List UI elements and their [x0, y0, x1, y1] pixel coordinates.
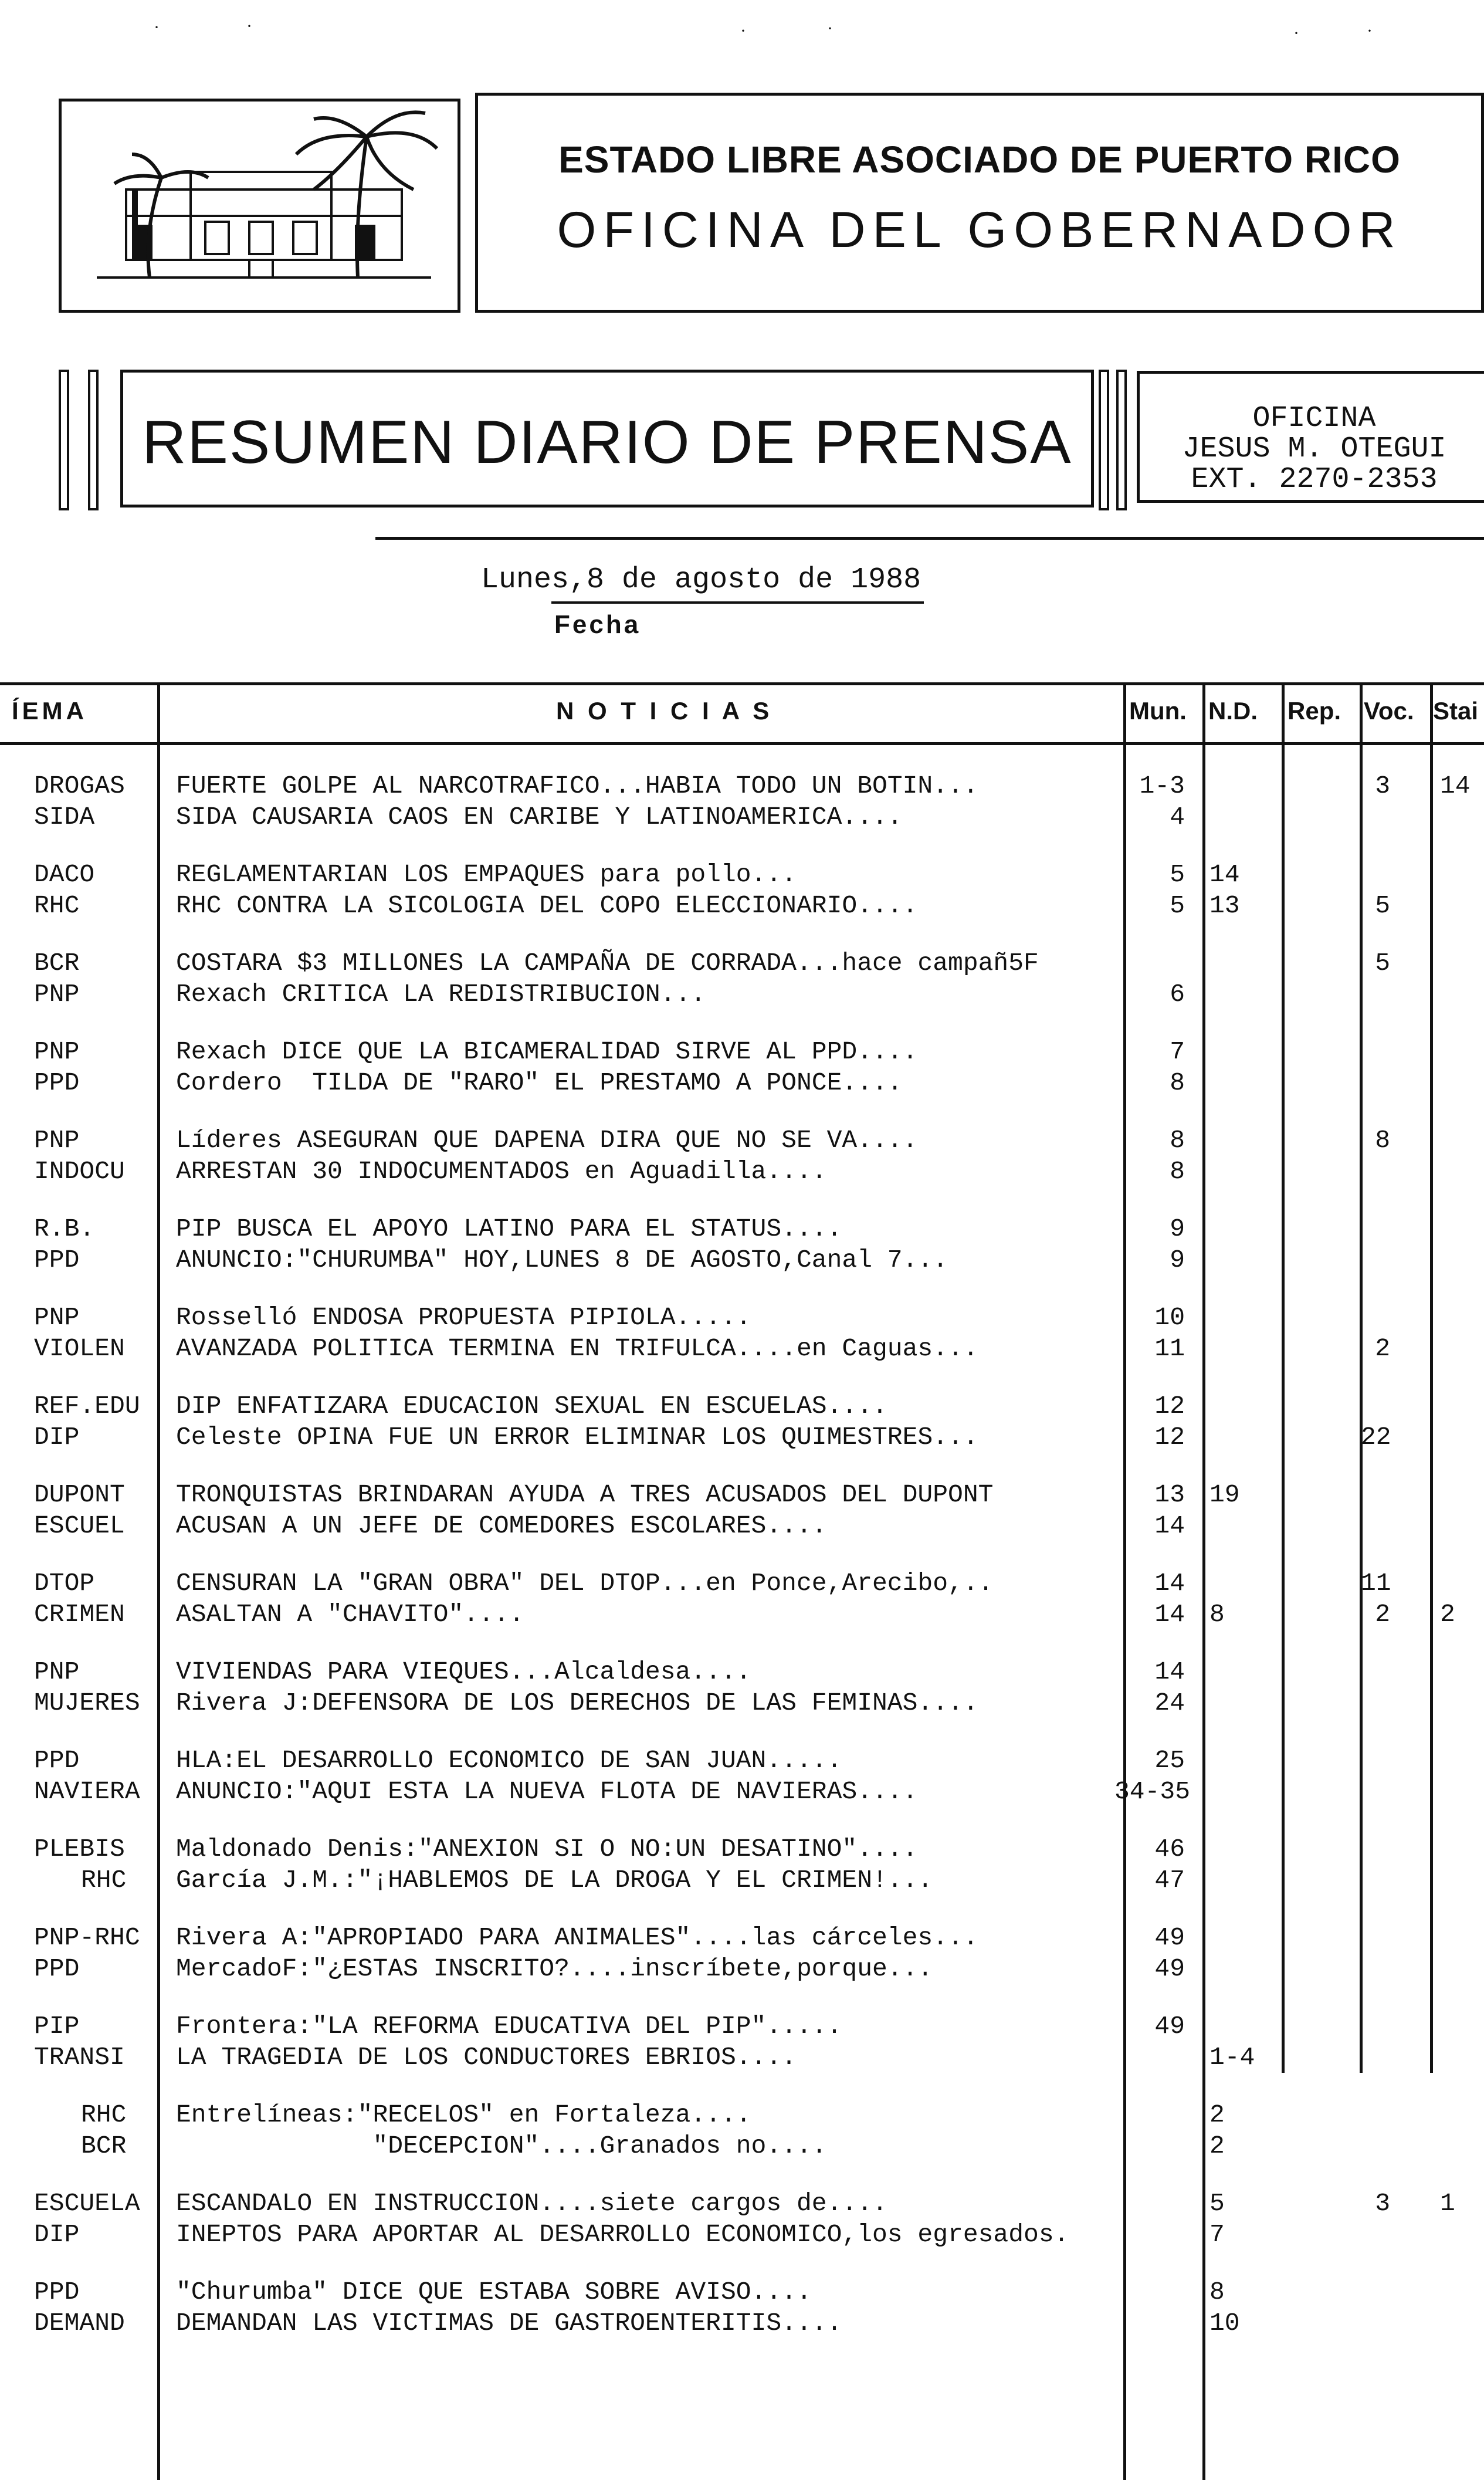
row-headline: DIP ENFATIZARA EDUCACION SEXUAL EN ESCUELAS....: [176, 1392, 887, 1420]
row-tema: PNP-RHC: [34, 1923, 140, 1952]
row-headline: Rosselló ENDOSA PROPUESTA PIPIOLA.....: [176, 1303, 751, 1332]
row-mun-page: 13: [1154, 1480, 1185, 1509]
row-tema: PNP: [34, 980, 80, 1009]
row-mun-page: 1-3: [1139, 772, 1185, 800]
row-mun-page: 14: [1154, 1569, 1185, 1598]
row-tema: CRIMEN: [34, 1600, 125, 1629]
row-voc-page: 3: [1375, 2189, 1390, 2218]
row-headline: Rivera A:"APROPIADO PARA ANIMALES"....las cárceles...: [176, 1923, 978, 1952]
column-header-rep: Rep.: [1288, 697, 1341, 725]
date-label: Fecha: [554, 610, 641, 639]
row-nd-page: 13: [1209, 891, 1240, 920]
row-tema: NAVIERA: [34, 1777, 140, 1806]
row-mun-page: 25: [1154, 1746, 1185, 1775]
row-headline: REGLAMENTARIAN LOS EMPAQUES para pollo...: [176, 860, 797, 889]
row-tema: DTOP: [34, 1569, 95, 1598]
row-mun-page: 14: [1154, 1657, 1185, 1686]
row-voc-page: 8: [1375, 1126, 1390, 1155]
row-tema: PNP: [34, 1037, 80, 1066]
row-mun-page: 5: [1170, 860, 1185, 889]
row-nd-page: 2: [1209, 2131, 1225, 2160]
row-mun-page: 4: [1170, 803, 1185, 831]
row-headline: ANUNCIO:"CHURUMBA" HOY,LUNES 8 DE AGOSTO,Canal 7...: [176, 1246, 948, 1274]
row-tema: VIOLEN: [34, 1334, 125, 1363]
row-nd-page: 2: [1209, 2100, 1225, 2129]
row-headline: Celeste OPINA FUE UN ERROR ELIMINAR LOS QUIMESTRES...: [176, 1423, 978, 1452]
row-tema: DIP: [34, 2220, 80, 2249]
row-headline: Líderes ASEGURAN QUE DAPENA DIRA QUE NO SE VA....: [176, 1126, 918, 1155]
row-headline: Rivera J:DEFENSORA DE LOS DERECHOS DE LAS FEMINAS....: [176, 1689, 978, 1717]
row-headline: Rexach CRITICA LA REDISTRIBUCION...: [176, 980, 706, 1009]
row-mun-page: 9: [1170, 1246, 1185, 1274]
row-tema: REF.EDU: [34, 1392, 140, 1420]
row-headline: García J.M.:"¡HABLEMOS DE LA DROGA Y EL CRIMEN!...: [176, 1866, 933, 1894]
row-tema: PPD: [34, 1746, 80, 1775]
row-mun-page: 14: [1154, 1600, 1185, 1629]
row-tema: TRANSI: [34, 2043, 125, 2072]
row-nd-page: 8: [1209, 1600, 1225, 1629]
row-headline: ACUSAN A UN JEFE DE COMEDORES ESCOLARES....: [176, 1511, 827, 1540]
row-headline: DEMANDAN LAS VICTIMAS DE GASTROENTERITIS....: [176, 2309, 842, 2337]
row-headline: CENSURAN LA "GRAN OBRA" DEL DTOP...en Ponce,Arecibo,..: [176, 1569, 994, 1598]
column-header-noticias: N O T I C I A S: [556, 697, 773, 725]
row-mun-page: 8: [1170, 1126, 1185, 1155]
row-star-page: 14: [1440, 772, 1471, 800]
row-star-page: 1: [1440, 2189, 1455, 2218]
row-mun-page: 8: [1170, 1068, 1185, 1097]
column-header-nd: N.D.: [1208, 697, 1258, 725]
row-nd-page: 19: [1209, 1480, 1240, 1509]
row-mun-page: 47: [1154, 1866, 1185, 1894]
header-line-1: ESTADO LIBRE ASOCIADO DE PUERTO RICO: [558, 138, 1401, 181]
row-headline: Maldonado Denis:"ANEXION SI O NO:UN DESATINO"....: [176, 1835, 918, 1863]
row-nd-page: 5: [1209, 2189, 1225, 2218]
office-label: OFICINA: [1252, 402, 1376, 435]
office-contact-name: JESUS M. OTEGUI: [1182, 432, 1446, 466]
row-mun-page: 11: [1154, 1334, 1185, 1363]
row-nd-page: 8: [1209, 2278, 1225, 2306]
row-voc-page: 5: [1375, 949, 1390, 977]
row-voc-page: 11: [1361, 1569, 1391, 1598]
row-tema: DEMAND: [34, 2309, 125, 2337]
row-headline: MercadoF:"¿ESTAS INSCRITO?....inscríbete,porque...: [176, 1954, 933, 1983]
row-tema: PIP: [34, 2012, 80, 2041]
row-tema: SIDA: [34, 803, 95, 831]
row-headline: RHC CONTRA LA SICOLOGIA DEL COPO ELECCIONARIO....: [176, 891, 918, 920]
row-headline: LA TRAGEDIA DE LOS CONDUCTORES EBRIOS....: [176, 2043, 797, 2072]
row-tema: ESCUELA: [34, 2189, 140, 2218]
row-tema: PLEBIS: [34, 1835, 125, 1863]
row-headline: "Churumba" DICE QUE ESTABA SOBRE AVISO....: [176, 2278, 812, 2306]
row-headline: INEPTOS PARA APORTAR AL DESARROLLO ECONOMICO,los egresados.: [176, 2220, 1069, 2249]
row-tema: RHC: [81, 1866, 127, 1894]
row-voc-page: 2: [1375, 1334, 1390, 1363]
row-mun-page: 7: [1170, 1037, 1185, 1066]
row-headline: AVANZADA POLITICA TERMINA EN TRIFULCA....en Caguas...: [176, 1334, 978, 1363]
row-tema: RHC: [81, 2100, 127, 2129]
row-mun-page: 34-35: [1114, 1777, 1191, 1806]
row-mun-page: 46: [1154, 1835, 1185, 1863]
row-mun-page: 8: [1170, 1157, 1185, 1186]
scan-marks: · · · · · ·: [154, 16, 1373, 43]
row-mun-page: 10: [1154, 1303, 1185, 1332]
row-tema: PPD: [34, 1246, 80, 1274]
row-voc-page: 2: [1375, 1600, 1390, 1629]
row-headline: Cordero TILDA DE "RARO" EL PRESTAMO A PONCE....: [176, 1068, 903, 1097]
row-mun-page: 12: [1154, 1423, 1185, 1452]
row-tema: PNP: [34, 1303, 80, 1332]
row-tema: BCR: [34, 949, 80, 977]
row-mun-page: 49: [1154, 2012, 1185, 2041]
row-voc-page: 3: [1375, 772, 1390, 800]
row-headline: PIP BUSCA EL APOYO LATINO PARA EL STATUS....: [176, 1214, 842, 1243]
row-voc-page: 5: [1375, 891, 1390, 920]
row-headline: Entrelíneas:"RECELOS" en Fortaleza....: [176, 2100, 751, 2129]
row-star-page: 2: [1440, 1600, 1455, 1629]
row-headline: ARRESTAN 30 INDOCUMENTADOS en Aguadilla....: [176, 1157, 827, 1186]
row-headline: FUERTE GOLPE AL NARCOTRAFICO...HABIA TODO UN BOTIN...: [176, 772, 978, 800]
column-header-tema: ÍEMA: [12, 697, 87, 725]
row-headline: ESCANDALO EN INSTRUCCION....siete cargos de....: [176, 2189, 887, 2218]
row-tema: DIP: [34, 1423, 80, 1452]
row-tema: PPD: [34, 1954, 80, 1983]
row-tema: DACO: [34, 860, 95, 889]
row-headline: ANUNCIO:"AQUI ESTA LA NUEVA FLOTA DE NAVIERAS....: [176, 1777, 918, 1806]
report-date: Lunes,8 de agosto de 1988: [481, 563, 921, 597]
row-headline: COSTARA $3 MILLONES LA CAMPAÑA DE CORRADA...hace campañ5F: [176, 949, 1039, 977]
row-tema: ESCUEL: [34, 1511, 125, 1540]
row-tema: PPD: [34, 1068, 80, 1097]
row-headline: SIDA CAUSARIA CAOS EN CARIBE Y LATINOAMERICA....: [176, 803, 903, 831]
row-tema: DROGAS: [34, 772, 125, 800]
row-mun-page: 14: [1154, 1511, 1185, 1540]
row-headline: ASALTAN A "CHAVITO"....: [176, 1600, 524, 1629]
row-nd-page: 10: [1209, 2309, 1240, 2337]
column-header-voc: Voc.: [1364, 697, 1414, 725]
row-headline: "DECEPCION"....Granados no....: [176, 2131, 827, 2160]
column-header-star: Stai: [1433, 697, 1479, 725]
row-nd-page: 14: [1209, 860, 1240, 889]
row-tema: DUPONT: [34, 1480, 125, 1509]
row-tema: INDOCU: [34, 1157, 125, 1186]
row-mun-page: 49: [1154, 1954, 1185, 1983]
row-tema: PNP: [34, 1126, 80, 1155]
row-headline: HLA:EL DESARROLLO ECONOMICO DE SAN JUAN.....: [176, 1746, 842, 1775]
column-header-mun: Mun.: [1129, 697, 1187, 725]
row-nd-page: 1-4: [1209, 2043, 1255, 2072]
row-headline: Rexach DICE QUE LA BICAMERALIDAD SIRVE AL PPD....: [176, 1037, 918, 1066]
row-tema: BCR: [81, 2131, 127, 2160]
row-mun-page: 5: [1170, 891, 1185, 920]
banner-title: RESUMEN DIARIO DE PRENSA: [142, 408, 1072, 476]
row-tema: R.B.: [34, 1214, 95, 1243]
row-headline: Frontera:"LA REFORMA EDUCATIVA DEL PIP".....: [176, 2012, 842, 2041]
row-mun-page: 12: [1154, 1392, 1185, 1420]
row-mun-page: 6: [1170, 980, 1185, 1009]
row-tema: MUJERES: [34, 1689, 140, 1717]
row-voc-page: 22: [1361, 1423, 1391, 1452]
header-line-2: OFICINA DEL GOBERNADOR: [557, 202, 1402, 258]
office-extension: EXT. 2270-2353: [1191, 463, 1438, 496]
row-mun-page: 49: [1154, 1923, 1185, 1952]
row-tema: RHC: [34, 891, 80, 920]
row-headline: TRONQUISTAS BRINDARAN AYUDA A TRES ACUSADOS DEL DUPONT: [176, 1480, 994, 1509]
row-mun-page: 9: [1170, 1214, 1185, 1243]
row-tema: PPD: [34, 2278, 80, 2306]
row-headline: VIVIENDAS PARA VIEQUES...Alcaldesa....: [176, 1657, 751, 1686]
row-tema: PNP: [34, 1657, 80, 1686]
row-nd-page: 7: [1209, 2220, 1225, 2249]
row-mun-page: 24: [1154, 1689, 1185, 1717]
